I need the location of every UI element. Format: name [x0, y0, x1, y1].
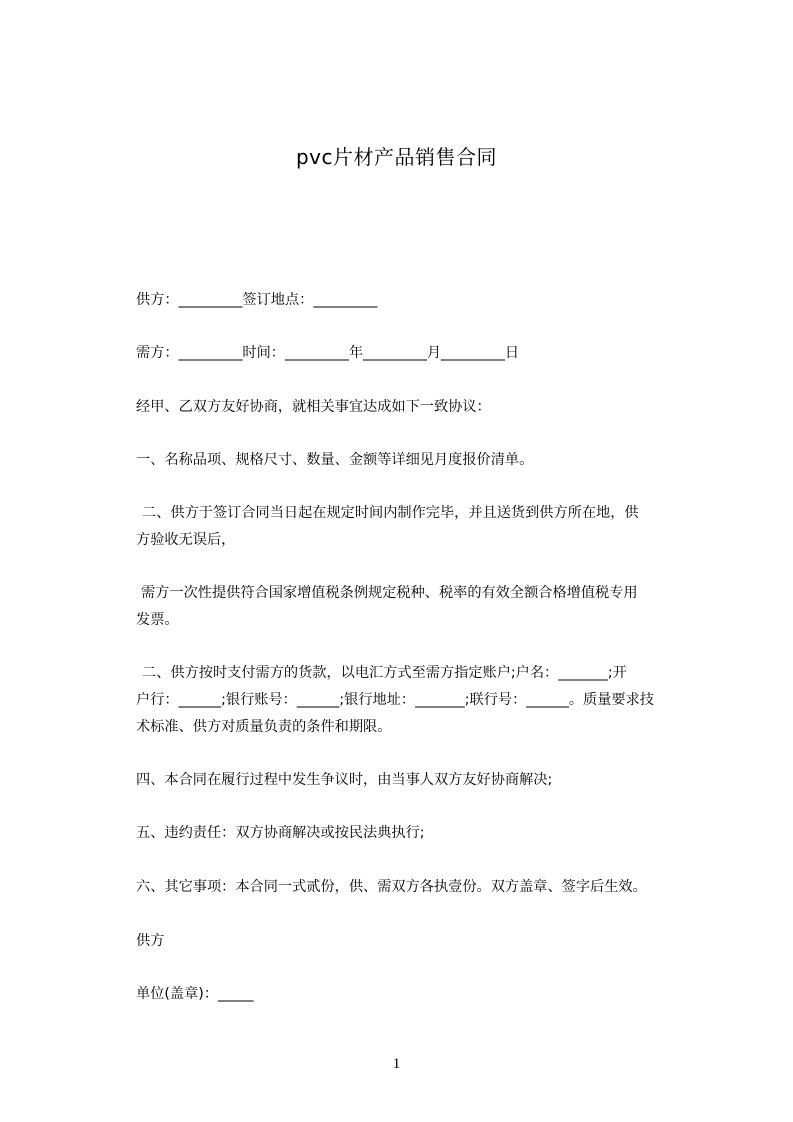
intro-paragraph: 经甲、乙双方友好协商，就相关事宜达成如下一致协议： [136, 399, 491, 415]
supplier-line: 供方：_________签订地点：_________ [136, 292, 378, 308]
buyer-line: 需方：_________时间：_________年_________月_________日 [136, 345, 520, 361]
clause-3-line-1: 二、供方按时支付需方的货款，以电汇方式至需方指定账户;户名：_______;开 [142, 665, 627, 681]
clause-2b-line-2: 发票。 [136, 612, 179, 628]
signature-party: 供方 [136, 933, 165, 949]
clause-3-line-3: 术标准、供方对质量负责的条件和期限。 [136, 719, 392, 735]
clause-4: 四、本合同在履行过程中发生争议时，由当事人双方友好协商解决; [136, 772, 553, 788]
page-number: 1 [392, 1056, 401, 1072]
clause-6: 六、其它事项：本合同一式贰份，供、需双方各执壹份。双方盖章、签字后生效。 [136, 879, 647, 895]
signature-unit: 单位(盖章)：_____ [136, 986, 254, 1002]
clause-1: 一、名称品项、规格尺寸、数量、金额等详细见月度报价清单。 [136, 452, 534, 468]
clause-2b-line-1: 需方一次性提供符合国家增值税条例规定税种、税率的有效全额合格增值税专用 [141, 585, 638, 601]
clause-3-line-2: 户行：______;银行账号：______;银行地址：_______;联行号：______。质量要求技 [136, 692, 654, 708]
clause-2-line-2: 方验收无误后， [136, 532, 236, 548]
clause-5: 五、违约责任：双方协商解决或按民法典执行; [136, 825, 425, 841]
clause-2-line-1: 二、供方于签订合同当日起在规定时间内制作完毕，并且送货到供方所在地，供 [142, 505, 639, 521]
document-title: pvc片材产品销售合同 [295, 145, 498, 169]
